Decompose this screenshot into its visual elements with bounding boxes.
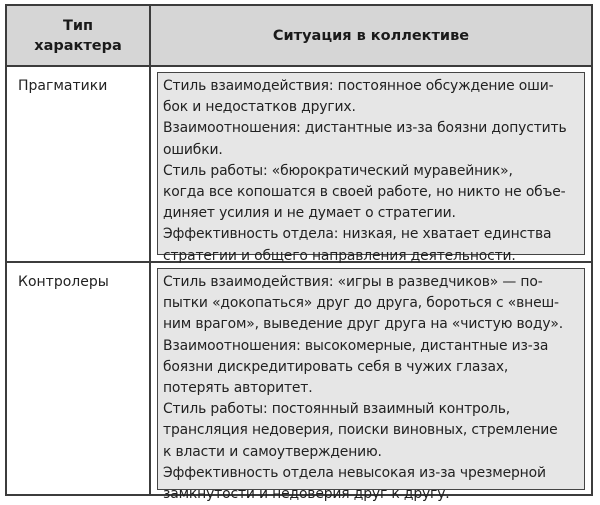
text-line: Взаимоотношения: высокомерные, дистантные из-за xyxy=(163,337,549,354)
text-line: Эффективность отдела: низкая, не хватает единства xyxy=(163,226,552,243)
column-divider xyxy=(149,6,151,494)
text-line: диняет усилия и не думает о стратегии. xyxy=(163,205,456,222)
text-line: бок и недостатков других. xyxy=(163,99,356,116)
header-divider xyxy=(7,65,591,67)
header-type-line-1: Тип xyxy=(62,18,94,34)
text-line: Стиль работы: постоянный взаимный контроль, xyxy=(163,401,511,418)
character-table xyxy=(5,4,593,502)
text-line: пытки «докопаться» друг до друга, бороться с «внеш- xyxy=(163,295,559,312)
cell-text-pragmatics xyxy=(163,76,593,267)
text-line: потерять авторитет. xyxy=(163,379,313,396)
row-label-pragmatics: Прагматики xyxy=(18,78,108,94)
text-line: Стиль взаимодействия: «игры в разведчиков» — по- xyxy=(163,274,543,290)
row-label-controllers: Контролеры xyxy=(18,274,109,290)
cell-text-controllers xyxy=(163,272,593,505)
text-line: Взаимоотношения: дистантные из-за боязни допустить xyxy=(163,120,567,137)
text-line: стратегии и общего направления деятельности. xyxy=(163,247,516,264)
header-type-line-2: характера xyxy=(34,38,122,54)
text-line: Стиль взаимодействия: постоянное обсуждение оши- xyxy=(163,78,554,94)
text-line: когда все копошатся в своей работе, но никто не объе- xyxy=(163,183,566,200)
text-line: ошибки. xyxy=(163,141,223,158)
text-line: Стиль работы: «бюрократический муравейник», xyxy=(163,162,513,179)
header-type-label xyxy=(7,16,149,56)
header-situation-label: Ситуация в коллективе xyxy=(272,28,470,44)
text-line: ним врагом», выведение друг друга на «чистую воду». xyxy=(163,316,564,333)
text-line: трансляция недоверия, поиски виновных, стремление xyxy=(163,422,558,439)
text-line: к власти и самоутверждению. xyxy=(163,443,382,460)
text-line: боязни дискредитировать себя в чужих глазах, xyxy=(163,358,509,375)
text-line: замкнутости и недоверия друг к другу. xyxy=(163,485,450,502)
text-line: Эффективность отдела невысокая из-за чрезмерной xyxy=(163,464,546,481)
